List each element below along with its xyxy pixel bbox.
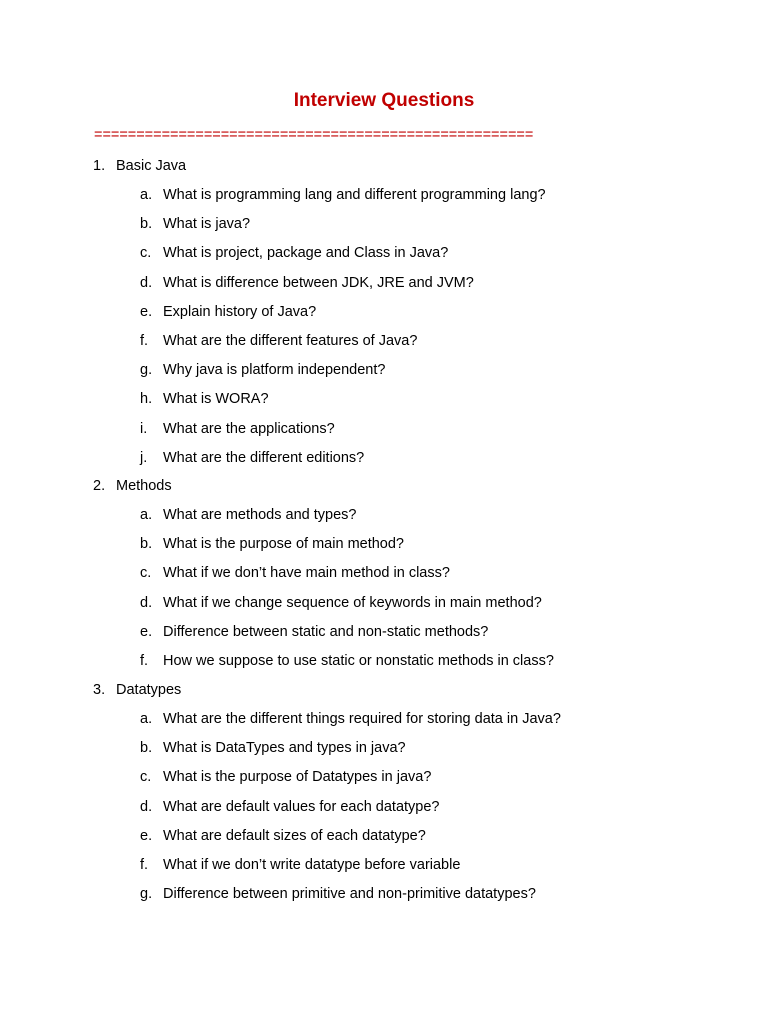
question-text: What are default values for each datatype?	[163, 798, 440, 815]
question-text: What is the purpose of Datatypes in java?	[163, 769, 432, 786]
question-item	[0, 793, 768, 822]
question-item	[0, 734, 768, 763]
question-letter: c.	[140, 565, 152, 582]
question-item	[0, 589, 768, 618]
question-text: What if we don’t have main method in class?	[163, 565, 450, 582]
page-title: Interview Questions	[293, 90, 475, 111]
question-letter: i.	[140, 420, 148, 437]
question-item	[0, 530, 768, 559]
question-letter: b.	[140, 536, 153, 553]
question-item	[0, 327, 768, 356]
question-item	[0, 705, 768, 734]
question-text: What is DataTypes and types in java?	[163, 740, 406, 757]
question-item	[0, 851, 768, 880]
question-text: What are default sizes of each datatype?	[163, 827, 426, 844]
question-letter: h.	[140, 391, 153, 408]
question-item	[0, 415, 768, 444]
question-text: What are the different features of Java?	[163, 332, 418, 349]
question-item	[0, 822, 768, 851]
section-label: Datatypes	[116, 682, 182, 698]
question-text: What is difference between JDK, JRE and JVM?	[163, 274, 474, 291]
question-text: Explain history of Java?	[163, 303, 317, 320]
question-letter: e.	[140, 827, 153, 844]
question-list	[0, 181, 768, 473]
question-text: What are the different editions?	[163, 449, 365, 466]
question-letter: a.	[140, 711, 153, 727]
question-letter: b.	[140, 216, 153, 233]
question-letter: d.	[140, 798, 153, 815]
question-item	[0, 298, 768, 327]
question-item	[0, 763, 768, 792]
question-text: What are the applications?	[163, 420, 335, 437]
question-letter: d.	[140, 274, 153, 291]
section-heading	[0, 676, 768, 705]
question-text: What is the purpose of main method?	[163, 536, 404, 553]
question-text: What if we change sequence of keywords in main method?	[163, 594, 542, 611]
question-item	[0, 356, 768, 385]
question-item	[0, 647, 768, 676]
section-number: 1.	[93, 158, 106, 174]
section-number: 3.	[93, 682, 106, 698]
question-text: Difference between primitive and non-primitive datatypes?	[163, 886, 536, 903]
question-text: What is WORA?	[163, 391, 269, 408]
question-item	[0, 559, 768, 588]
section-number: 2.	[93, 478, 106, 494]
question-letter: g.	[140, 886, 153, 903]
question-letter: d.	[140, 594, 153, 611]
section-label: Methods	[116, 478, 172, 494]
question-letter: b.	[140, 740, 153, 757]
question-list	[0, 705, 768, 909]
section-datatypes	[0, 676, 768, 909]
question-letter: a.	[140, 507, 153, 523]
question-letter: f.	[140, 856, 149, 873]
section-heading	[0, 472, 768, 501]
question-text: How we suppose to use static or nonstatic methods in class?	[163, 652, 554, 669]
section-methods	[0, 472, 768, 676]
question-letter: j.	[140, 449, 148, 466]
question-item	[0, 210, 768, 239]
question-text: What is programming lang and different programming lang?	[163, 187, 546, 203]
question-item	[0, 181, 768, 210]
question-list	[0, 501, 768, 676]
question-letter: a.	[140, 187, 153, 203]
question-text: What are methods and types?	[163, 507, 357, 523]
question-item	[0, 444, 768, 473]
question-item	[0, 385, 768, 414]
question-item	[0, 618, 768, 647]
question-text: Difference between static and non-static methods?	[163, 623, 489, 640]
question-letter: c.	[140, 245, 152, 262]
question-item	[0, 880, 768, 909]
title-divider: ====================================================	[94, 127, 534, 143]
question-letter: f.	[140, 332, 149, 349]
section-label: Basic Java	[116, 158, 187, 174]
section-heading	[0, 152, 768, 181]
question-item	[0, 269, 768, 298]
question-text: What is project, package and Class in Java?	[163, 245, 449, 262]
question-letter: c.	[140, 769, 152, 786]
section-basic-java	[0, 152, 768, 473]
question-text: What if we don’t write datatype before variable	[163, 856, 461, 873]
question-text: What is java?	[163, 216, 251, 233]
question-text: What are the different things required for storing data in Java?	[163, 711, 561, 727]
question-letter: e.	[140, 303, 153, 320]
question-letter: g.	[140, 362, 153, 379]
question-text: Why java is platform independent?	[163, 362, 386, 379]
question-letter: f.	[140, 652, 149, 669]
question-letter: e.	[140, 623, 153, 640]
question-item	[0, 239, 768, 268]
question-item	[0, 501, 768, 530]
